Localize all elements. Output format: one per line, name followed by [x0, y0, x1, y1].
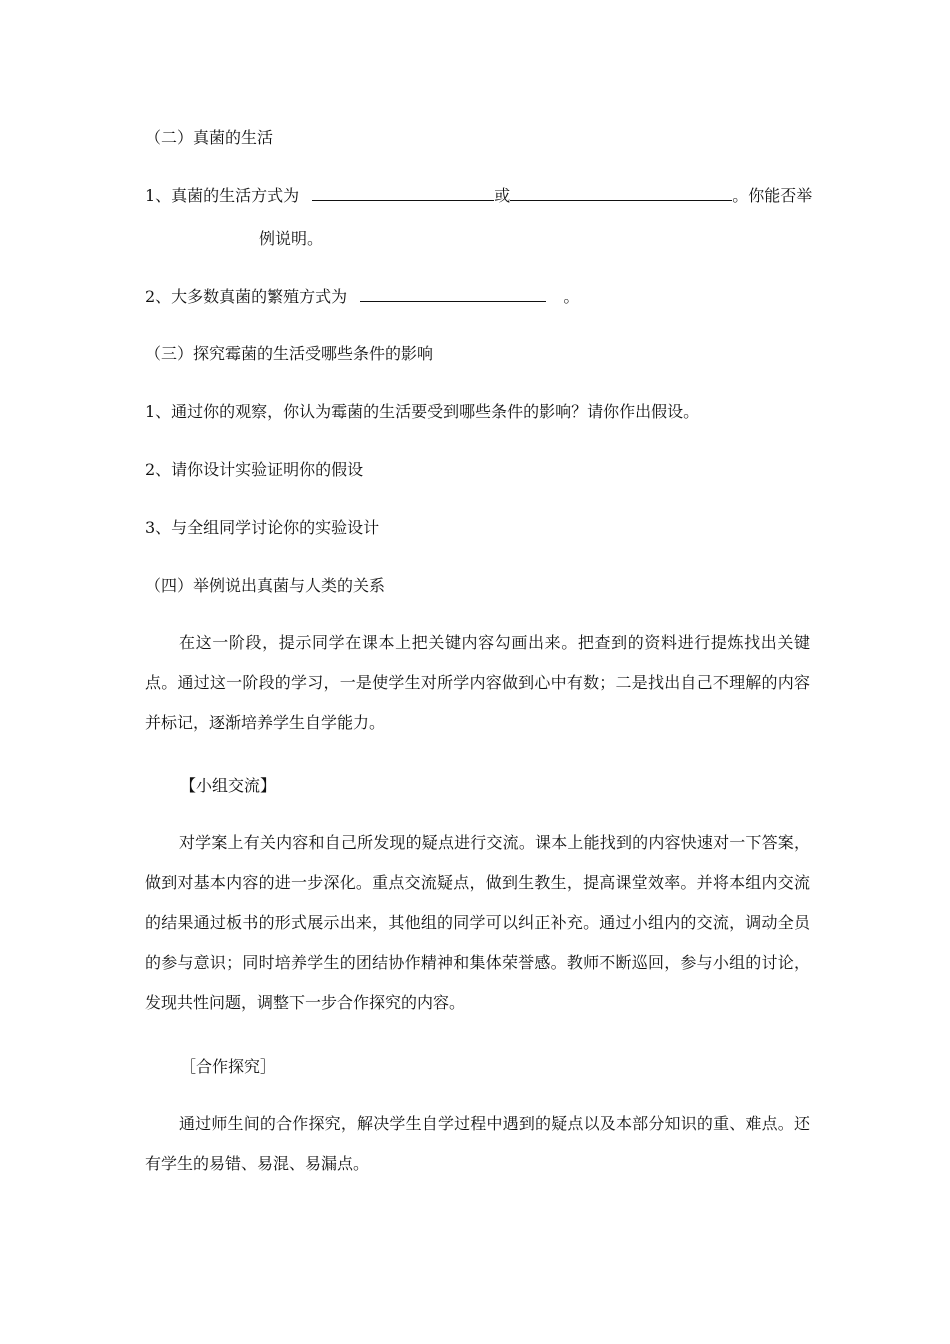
- section2-question2: [145, 285, 579, 309]
- section4-heading: （四）举例说出真菌与人类的关系: [145, 576, 386, 595]
- cooperative-heading: ［合作探究］: [180, 1057, 277, 1076]
- section3-question2: 2、请你设计实验证明你的假设: [145, 460, 364, 479]
- q2-blank[interactable]: [360, 285, 546, 302]
- q2-suffix: 。: [563, 287, 580, 306]
- section2-question1: [145, 184, 812, 208]
- q2-prefix: 2、大多数真菌的繁殖方式为: [145, 287, 348, 306]
- cooperative-body: 通过师生间的合作探究，解决学生自学过程中遇到的疑点以及本部分知识的重、难点。还有学生的易错、易混、易漏点。: [145, 1114, 810, 1173]
- section3-question1: 1、通过你的观察，你认为霉菌的生活要受到哪些条件的影响？请你作出假设。: [145, 402, 700, 421]
- q1-blank-1[interactable]: [312, 184, 494, 201]
- q1-or: 或: [494, 186, 511, 205]
- section3-question3: 3、与全组同学讨论你的实验设计: [145, 518, 380, 537]
- paragraph-self-study: 在这一阶段，提示同学在课本上把关键内容勾画出来。把查到的资料进行提炼找出关键点。通过这一阶段的学习，一是使学生对所学内容做到心中有数；二是找出自己不理解的内容并标记，逐渐培养学生自学能力。: [145, 633, 810, 732]
- section2-heading: （二）真菌的生活: [145, 128, 274, 147]
- q1-blank-2[interactable]: [510, 184, 732, 201]
- q1-prefix: 1、真菌的生活方式为: [145, 186, 300, 205]
- group-exchange-heading: 【小组交流】: [180, 776, 277, 795]
- section3-heading: （三）探究霉菌的生活受哪些条件的影响: [145, 344, 434, 363]
- section2-question1-cont: 例说明。: [259, 229, 324, 248]
- group-exchange-body: 对学案上有关内容和自己所发现的疑点进行交流。课本上能找到的内容快速对一下答案，做到对基本内容的进一步深化。重点交流疑点，做到生教生，提高课堂效率。并将本组内交流的结果通过板书的形式展示出来，其他组的同学可以纠正补充。通过小组内的交流，调动全员的参与意识；同时培养学生的团结协作精神和集体荣誉感。教师不断巡回，参与小组的讨论，发现共性问题，调整下一步合作探究的内容。: [145, 833, 810, 1012]
- q1-suffix: 。你能否举: [732, 186, 813, 205]
